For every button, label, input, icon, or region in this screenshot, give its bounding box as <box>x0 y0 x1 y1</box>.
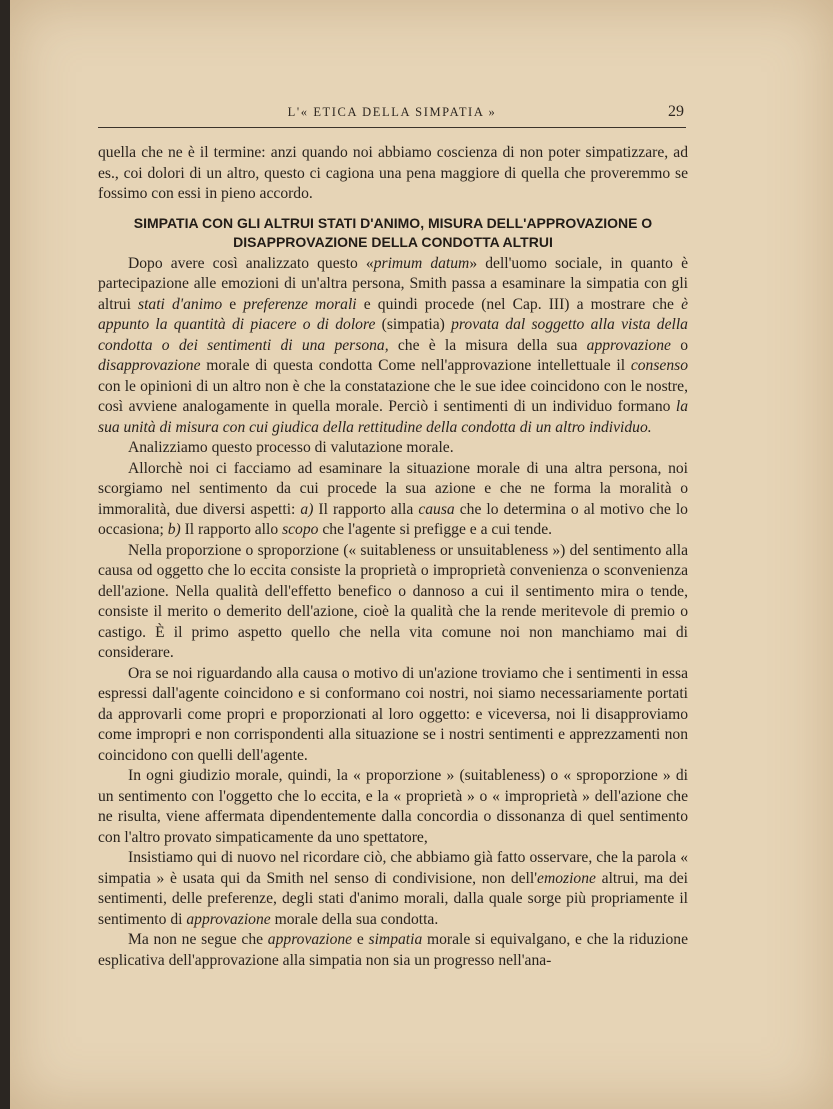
section-title: SIMPATIA CON GLI ALTRUI STATI D'ANIMO, MISURA DELL'APPROVAZIONE O DISAPPROVAZIONE DELLA CONDOTTA ALTRUI <box>133 214 653 250</box>
paragraph-3: Allorchè noi ci facciamo ad esaminare la situazione morale di una altra persona, noi scorgiamo nel sentimento da cui procede la sua azione e che ne forma la moralità o immoralità, due diversi aspetti: a) Il rapporto alla causa che lo determina o al motivo che lo occasiona; b) Il rapporto allo scopo che l'agente si prefigge e a cui tende. <box>98 459 688 538</box>
paragraph-8: Ma non ne segue che approvazione e simpatia morale si equivalgano, e che la riduzione esplicativa dell'approvazione alla simpatia non sia un progresso nell'ana- <box>98 931 688 969</box>
paragraph-5: Ora se noi riguardando alla causa o motivo di un'azione troviamo che i sentimenti in essa espressi dall'agente coincidono e si conformano coi nostri, noi siamo necessariamente portati da approvarli come propri e proporzionati al loro oggetto: e viceversa, noi li disapproviamo come impropri e non corrispondenti alla situazione se i nostri sentimenti e apprezzamenti non coincidono con quelli dell'agente. <box>98 664 688 764</box>
page-number: 29 <box>668 103 684 120</box>
paragraph-2: Analizziamo questo processo di valutazione morale. <box>128 439 454 456</box>
running-head: L'« ETICA DELLA SIMPATIA » <box>287 105 497 119</box>
paragraph-continuation: quella che ne è il termine: anzi quando noi abbiamo coscienza di non poter simpatizzare, ad es., coi dolori di un altro, questo ci cagiona una pena maggiore di quella che proveremmo se fossimo con essi in pieno accordo. <box>98 144 688 202</box>
paragraph-7: Insistiamo qui di nuovo nel ricordare ciò, che abbiamo già fatto osservare, che la parola « simpatia » è usata qui da Smith nel senso di condivisione, non dell'emozione altrui, ma dei sentimenti, delle preferenze, degli stati d'animo morali, dalla quale sorge più propriamente il sentimento di approvazione morale della sua condotta. <box>98 849 688 928</box>
book-page <box>10 0 833 1109</box>
paragraph-1: Dopo avere così analizzato questo «primum datum» dell'uomo sociale, in quanto è partecipazione alle emozioni di un'altra persona, Smith passa a esaminare la simpatia con gli altrui stati d'animo e preferenze morali e quindi procede (nel Cap. III) a mostrare che è appunto la quantità di piacere o di dolore (simpatia) provata dal soggetto alla vista della condotta o dei sentimenti di una persona, che è la misura della sua approvazione o disapprovazione morale di questa condotta Come nell'approvazione intellettuale il consenso con le opinioni di un altro non è che la constatazione che le sue idee coincidono con le nostre, così avviene analogamente in quella morale. Perciò i sentimenti di un individuo formano la sua unità di misura con cui giudica della rettitudine della condotta di un altro individuo. <box>98 254 689 436</box>
page-header <box>98 103 686 128</box>
paragraph-6: In ogni giudizio morale, quindi, la « proporzione » (suitableness) o « sproporzione » di un sentimento con l'oggetto che lo eccita, e la « proprietà » o « improprietà » dell'azione che ne risulta, viene affermata dipendentemente dalla concordia o dissonanza di quel sentimento con l'altro provato simpaticamente da uno spettatore, <box>98 767 688 846</box>
paragraph-4: Nella proporzione o sproporzione (« suitableness or unsuitableness ») del sentimento alla causa od oggetto che lo eccita consiste la proprietà o improprietà convenienza o sconvenienza dell'azione. Nella qualità dell'effetto benefico o dannoso a cui il sentimento mira o tende, consiste il merito o demerito dell'azione, cioè la qualità che la rende meritevole di premio o castigo. È il primo aspetto quello che nella vita comune noi non manchiamo mai di considerare. <box>98 541 688 661</box>
page-body <box>98 143 688 971</box>
